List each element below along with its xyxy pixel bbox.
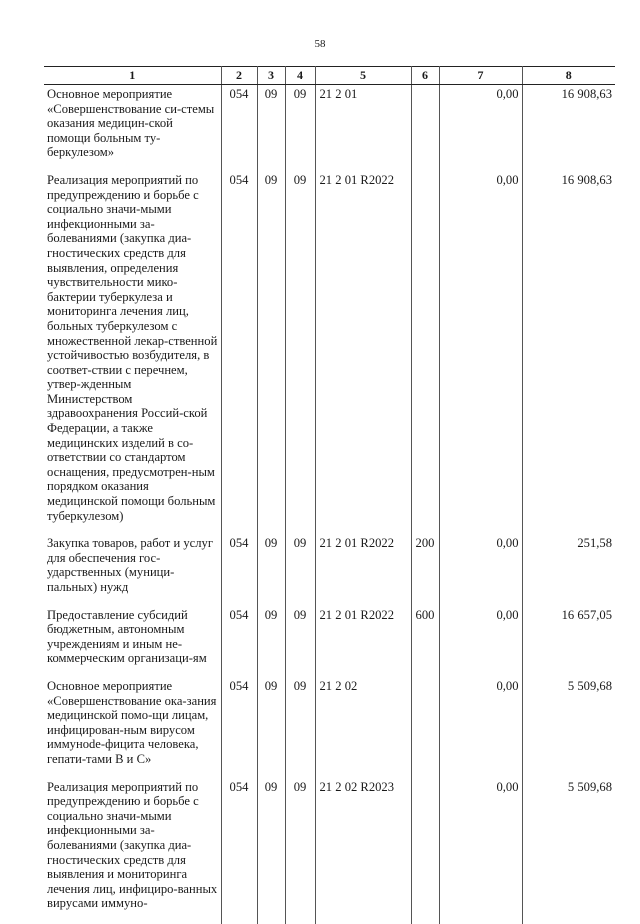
row-vr: 200 (411, 536, 439, 607)
table-row (44, 679, 615, 780)
row-pr: 09 (285, 536, 315, 607)
col-header-3: 3 (257, 67, 285, 85)
row-rz: 09 (257, 536, 285, 607)
col-header-5: 5 (315, 67, 411, 85)
table-row (44, 85, 615, 173)
budget-table (44, 66, 615, 924)
row-sum2: 5 509,68 (522, 780, 615, 924)
row-pr: 09 (285, 780, 315, 924)
row-csr: 21 2 01 R2022 (315, 536, 411, 607)
row-sum2: 5 509,68 (522, 679, 615, 780)
row-csr: 21 2 01 R2022 (315, 173, 411, 536)
row-grbs: 054 (221, 173, 257, 536)
row-vr (411, 173, 439, 536)
row-csr: 21 2 02 R2023 (315, 780, 411, 924)
row-name: Реализация мероприятий по предупреждению и борьбе с социально значи-мыми инфекционными за-болеваниями (закупка диа-гностических средств для выявления и мониторинга лечения лиц, инфициро-ванных вирусами иммуно- (44, 780, 221, 924)
row-csr: 21 2 02 (315, 679, 411, 780)
header-row (44, 67, 615, 85)
row-name: Предоставление субсидий бюджетным, автономным учреждениям и иным не-коммерческим организаци-ям (44, 608, 221, 679)
col-header-1: 1 (44, 67, 221, 85)
row-grbs: 054 (221, 536, 257, 607)
row-sum1: 0,00 (439, 780, 522, 924)
row-sum1: 0,00 (439, 679, 522, 780)
table-row (44, 173, 615, 536)
row-sum1: 0,00 (439, 608, 522, 679)
row-sum2: 16 908,63 (522, 173, 615, 536)
row-sum1: 0,00 (439, 536, 522, 607)
row-sum2: 16 657,05 (522, 608, 615, 679)
row-grbs: 054 (221, 780, 257, 924)
table-row (44, 536, 615, 607)
row-rz: 09 (257, 173, 285, 536)
row-rz: 09 (257, 780, 285, 924)
row-name: Основное мероприятие «Совершенствование ока-зания медицинской помо-щи лицам, инфицирован-ным вирусом иммунode-фицита человека, гепати-тами В и С» (44, 679, 221, 780)
row-vr: 600 (411, 608, 439, 679)
col-header-8: 8 (522, 67, 615, 85)
table-row (44, 780, 615, 924)
row-rz: 09 (257, 608, 285, 679)
row-rz: 09 (257, 85, 285, 173)
page-number: 58 (314, 38, 326, 50)
row-sum2: 251,58 (522, 536, 615, 607)
row-name: Закупка товаров, работ и услуг для обеспечения гос-ударственных (муници-пальных) нужд (44, 536, 221, 607)
row-vr (411, 780, 439, 924)
table-row (44, 608, 615, 679)
row-sum1: 0,00 (439, 85, 522, 173)
row-grbs: 054 (221, 608, 257, 679)
row-csr: 21 2 01 R2022 (315, 608, 411, 679)
row-rz: 09 (257, 679, 285, 780)
row-pr: 09 (285, 608, 315, 679)
row-sum2: 16 908,63 (522, 85, 615, 173)
col-header-6: 6 (411, 67, 439, 85)
row-vr (411, 85, 439, 173)
row-pr: 09 (285, 85, 315, 173)
row-pr: 09 (285, 173, 315, 536)
row-name: Основное мероприятие «Совершенствование си-стемы оказания медицин-ской помощи больным ту-беркулезом» (44, 85, 221, 173)
row-grbs: 054 (221, 679, 257, 780)
row-sum1: 0,00 (439, 173, 522, 536)
col-header-4: 4 (285, 67, 315, 85)
col-header-7: 7 (439, 67, 522, 85)
row-grbs: 054 (221, 85, 257, 173)
row-name: Реализация мероприятий по предупреждению и борьбе с социально значи-мыми инфекционными за-болеваниями (закупка диа-гностических средств для выявления, определения чувствительности мико-бактерии туберкулеза и мониторинга лечения лиц, больных туберкулезом с множественной лекар-ственной устойчивостью возбудителя, в соответ-ствии с перечнем, утвер-жденным Министерством здравоохранения Россий-ской Федерации, а также медицинских изделий в со-ответствии со стандартом оснащения, предусмотрен-ным порядком оказания медицинской помощи больным туберкулезом) (44, 173, 221, 536)
row-pr: 09 (285, 679, 315, 780)
row-csr: 21 2 01 (315, 85, 411, 173)
row-vr (411, 679, 439, 780)
col-header-2: 2 (221, 67, 257, 85)
